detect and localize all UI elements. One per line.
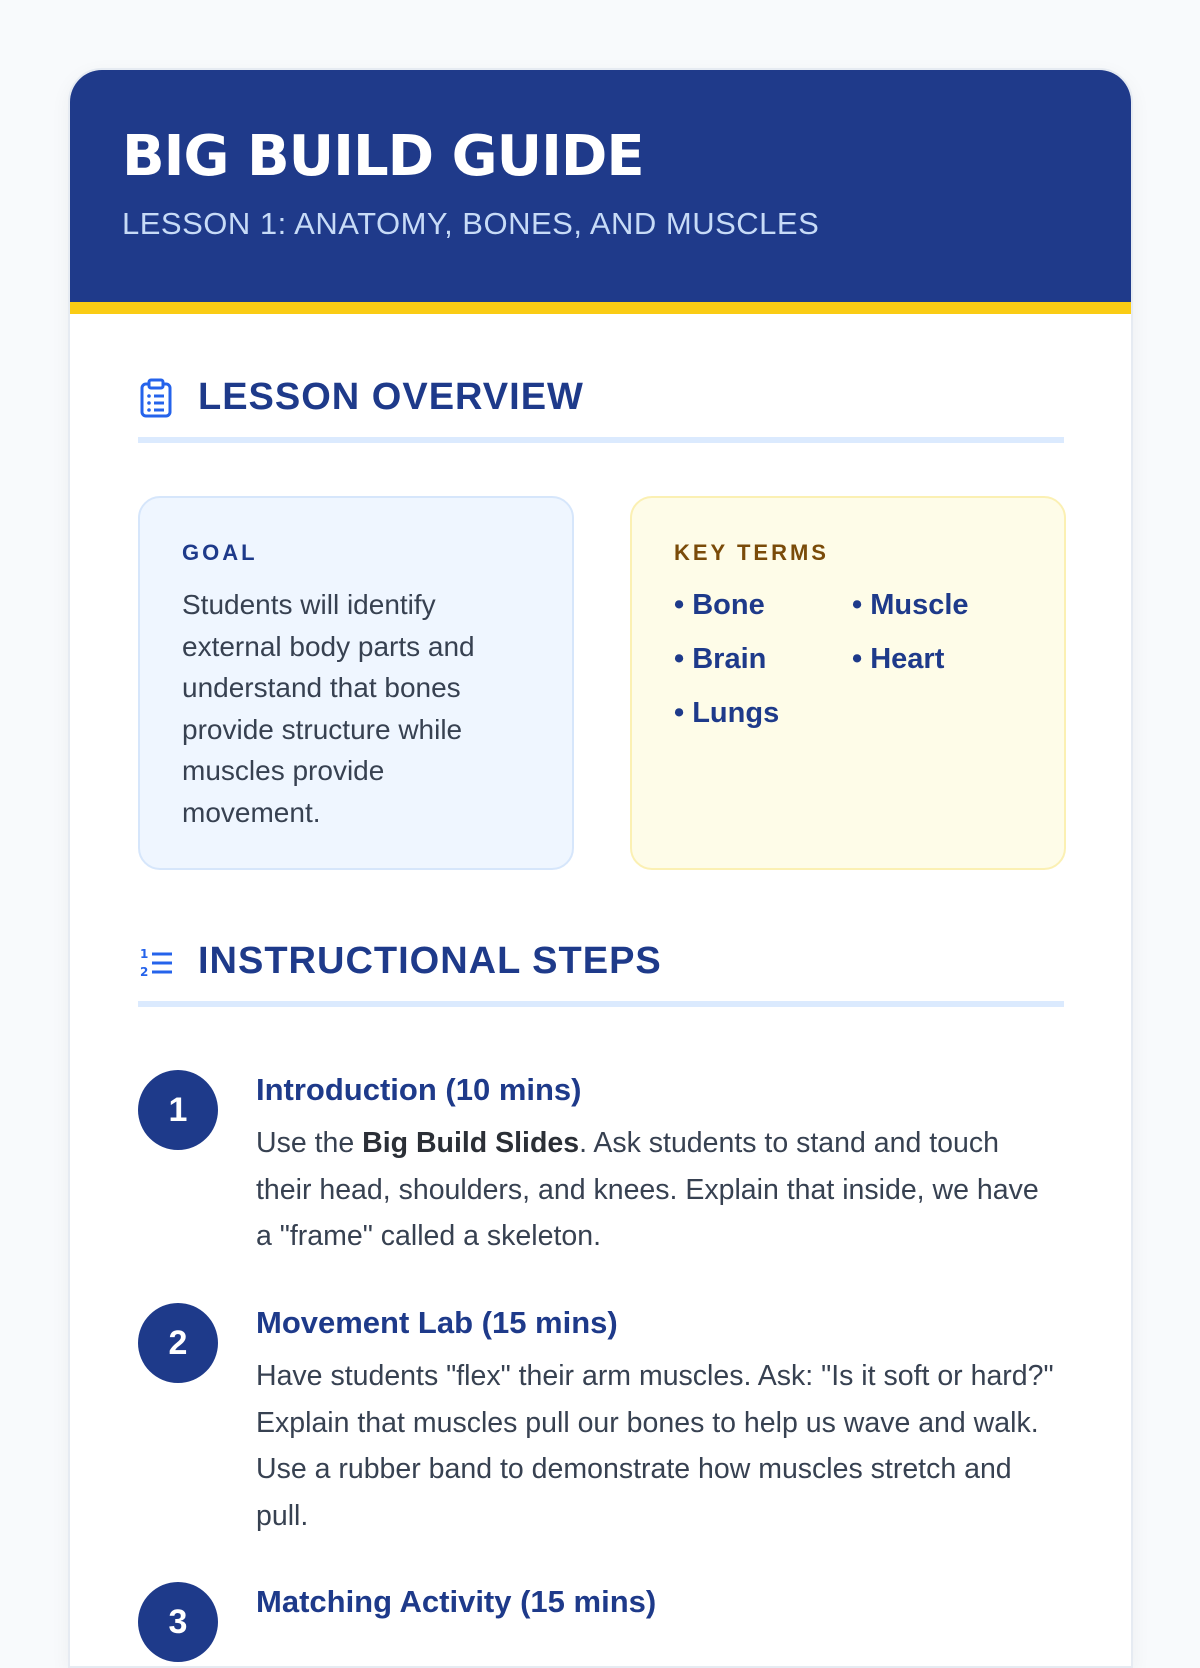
key-terms-list [674,586,1022,732]
lesson-overview-heading [138,376,1064,443]
svg-text:2: 2 [140,964,149,979]
header [70,70,1131,314]
key-term: • Brain [674,640,852,678]
numbered-list-icon [138,942,174,982]
step-number-badge: 2 [138,1303,218,1383]
goal-label: GOAL [182,540,258,565]
key-terms-box [630,496,1066,870]
lesson-card [68,68,1133,1668]
goal-text: Students will identify external body parts and understand that bones provide structure while muscles provide movement. [182,589,475,828]
step-title: Introduction (10 mins) [256,1072,582,1107]
key-term: • Muscle [852,586,1030,624]
step-title: Matching Activity (15 mins) [256,1584,657,1619]
step-title: Movement Lab (15 mins) [256,1305,618,1340]
step-number-badge: 1 [138,1070,218,1150]
svg-text:1: 1 [140,946,149,961]
clipboard-icon [138,378,174,418]
step-item [138,1582,1058,1641]
key-terms-label: KEY TERMS [674,540,829,565]
instructional-steps-heading [138,940,1064,1007]
page-title: BIG BUILD GUIDE [122,124,644,189]
step-body: Use the Big Build Slides. Ask students to stand and touch their head, shoulders, and knees. Explain that inside, we have a "frame" called a skeleton. [256,1127,1039,1252]
step-body: Have students "flex" their arm muscles. Ask: "Is it soft or hard?" Explain that muscles pull our bones to help us wave and walk. Use a rubber band to demonstrate how muscles stretch and pull. [256,1360,1054,1532]
key-term: • Lungs [674,694,852,732]
key-term: • Heart [852,640,1030,678]
goal-box [138,496,574,870]
step-item [138,1070,1058,1260]
lesson-subtitle: LESSON 1: ANATOMY, BONES, AND MUSCLES [122,206,820,241]
section-title-steps: INSTRUCTIONAL STEPS [198,940,662,982]
section-title-overview: LESSON OVERVIEW [198,376,584,418]
step-number-badge: 3 [138,1582,218,1662]
key-term: • Bone [674,586,852,624]
step-item [138,1303,1058,1539]
slides-reference: Big Build Slides [362,1127,580,1159]
